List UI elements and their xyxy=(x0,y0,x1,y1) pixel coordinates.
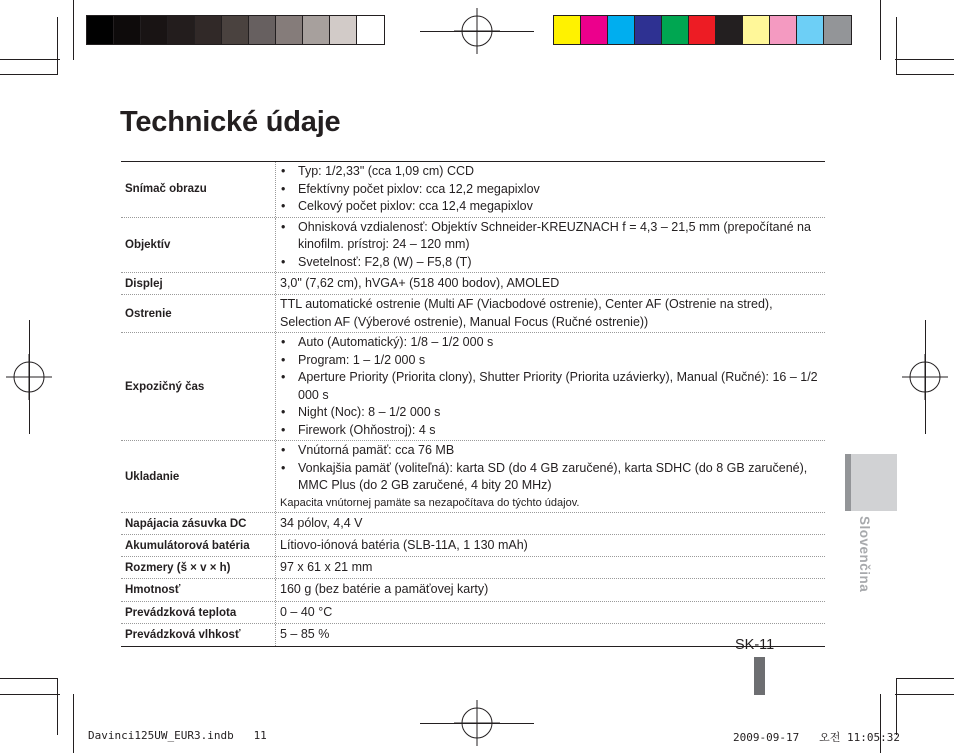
spec-bullet-text: Ohnisková vzdialenosť: Objektív Schneider-KREUZNACH f = 4,3 – 21,5 mm (prepočítané na kinofilm. prístroj: 24 – 120 mm) xyxy=(298,219,811,251)
crop-mark xyxy=(0,74,57,75)
color-swatch xyxy=(581,16,608,44)
color-swatch xyxy=(635,16,662,44)
color-swatch xyxy=(114,16,141,44)
crop-mark xyxy=(57,678,58,735)
spec-row xyxy=(121,557,825,579)
spec-label: Rozmery (š × v × h) xyxy=(121,557,276,578)
spec-bullet-text: Firework (Ohňostroj): 4 s xyxy=(298,422,436,437)
crop-mark xyxy=(925,320,926,434)
spec-label: Ostrenie xyxy=(121,295,276,332)
spec-row xyxy=(121,333,825,441)
footer-file-info: Davinci125UW_EUR3.indb 11 xyxy=(88,729,267,742)
spec-value xyxy=(276,218,825,273)
spec-value xyxy=(276,295,825,332)
color-swatch xyxy=(330,16,357,44)
spec-value xyxy=(276,579,825,601)
color-swatch xyxy=(87,16,114,44)
spec-value xyxy=(276,333,825,440)
crop-mark xyxy=(420,31,534,32)
spec-bullet-text: Vonkajšia pamäť (voliteľná): karta SD (do 4 GB zaručené), karta SDHC (do 8 GB zaručené), MMC Plus (do 2 GB zaručené, 4 bity 20 MHz) xyxy=(298,460,808,493)
crop-mark xyxy=(895,59,954,60)
spec-row xyxy=(121,513,825,535)
spec-row xyxy=(121,218,825,274)
footer-timestamp: 2009-09-17 오전 11:05:32 xyxy=(733,731,900,744)
spec-row xyxy=(121,273,825,295)
bullet-icon: • xyxy=(281,422,286,437)
spec-bullet-text: Auto (Automatický): 1/8 – 1/2 000 s xyxy=(298,335,494,349)
spec-bullet xyxy=(280,163,825,181)
page-number: SK-11 xyxy=(735,637,775,653)
language-tab-edge xyxy=(845,454,851,511)
bullet-icon: • xyxy=(281,181,286,196)
crop-mark xyxy=(73,0,74,60)
spec-bullet-text: Aperture Priority (Priorita clony), Shutter Priority (Priorita uzávierky), Manual (Ručné): 16 – 1/2 000 s xyxy=(298,370,818,402)
language-tab xyxy=(845,454,897,511)
spec-row xyxy=(121,624,825,646)
spec-label: Snímač obrazu xyxy=(121,162,276,217)
spec-bullet-text: Night (Noc): 8 – 1/2 000 s xyxy=(298,405,441,419)
color-swatch xyxy=(249,16,276,44)
spec-value xyxy=(276,513,825,534)
spec-value xyxy=(276,441,825,512)
color-swatch xyxy=(195,16,222,44)
color-swatch xyxy=(743,16,770,44)
spec-text: TTL automatické ostrenie (Multi AF (Viacbodové ostrenie), Center AF (Ostrenie na stred), Selection AF (Výberové ostrenie), Manual Focus (Ručné ostrenie)) xyxy=(280,297,773,329)
color-swatch xyxy=(608,16,635,44)
crop-mark xyxy=(0,59,60,60)
spec-bullet-text: Typ: 1/2,33" (cca 1,09 cm) CCD xyxy=(298,164,475,178)
color-swatch xyxy=(689,16,716,44)
spec-label: Displej xyxy=(121,273,276,294)
bullet-icon: • xyxy=(281,199,286,213)
spec-bullet xyxy=(280,369,825,404)
color-swatch xyxy=(222,16,249,44)
crop-mark xyxy=(897,74,954,75)
spec-value xyxy=(276,535,825,556)
crop-mark xyxy=(880,0,881,60)
page-title: Technické údaje xyxy=(120,106,341,138)
spec-row xyxy=(121,579,825,602)
color-swatch xyxy=(276,16,303,44)
spec-bullet-text: Vnútorná pamäť: cca 76 MB xyxy=(298,443,455,458)
spec-row xyxy=(121,295,825,333)
spec-note: Kapacita vnútornej pamäte sa nezapočítava do týchto údajov. xyxy=(280,496,580,509)
bullet-icon: • xyxy=(281,164,286,178)
spec-bullet-text: Svetelnosť: F2,8 (W) – F5,8 (T) xyxy=(298,254,472,269)
spec-bullet xyxy=(280,404,825,422)
color-swatch xyxy=(168,16,195,44)
spec-text: Lítiovo-iónová batéria (SLB-11A, 1 130 mAh) xyxy=(280,537,528,552)
spec-label: Expozičný čas xyxy=(121,333,276,440)
spec-text: 34 pólov, 4,4 V xyxy=(280,515,363,530)
spec-text: 5 – 85 % xyxy=(280,627,330,642)
crop-mark xyxy=(0,694,60,695)
spec-bullet-text: Efektívny počet pixlov: cca 12,2 megapixlov xyxy=(298,181,540,196)
crop-mark xyxy=(57,17,58,75)
spec-bullet xyxy=(280,352,825,370)
spec-bullet-text: Celkový počet pixlov: cca 12,4 megapixlov xyxy=(298,199,533,213)
spec-label: Ukladanie xyxy=(121,441,276,512)
language-tab-label: Slovenčina xyxy=(857,516,872,593)
color-swatch xyxy=(303,16,330,44)
spec-label: Objektív xyxy=(121,218,276,273)
spec-value xyxy=(276,602,825,623)
crop-mark xyxy=(897,678,954,679)
crop-mark xyxy=(896,678,897,735)
color-swatch xyxy=(716,16,743,44)
crop-mark xyxy=(0,678,57,679)
color-swatch xyxy=(357,16,384,44)
crop-mark xyxy=(896,17,897,75)
crop-mark xyxy=(895,694,954,695)
spec-bullet xyxy=(280,460,825,495)
spec-text: 97 x 61 x 21 mm xyxy=(280,559,373,574)
bullet-icon: • xyxy=(281,443,286,458)
spec-label: Prevádzková vlhkosť xyxy=(121,624,276,646)
bullet-icon: • xyxy=(281,335,286,349)
spec-bullet xyxy=(280,422,825,440)
spec-text: 160 g (bez batérie a pamäťovej karty) xyxy=(280,582,489,597)
bullet-icon: • xyxy=(281,460,286,475)
spec-bullet xyxy=(280,198,825,216)
spec-bullet xyxy=(280,219,825,254)
page-edge-marker xyxy=(754,657,765,695)
spec-bullet xyxy=(280,442,825,460)
spec-value xyxy=(276,557,825,578)
spec-label: Prevádzková teplota xyxy=(121,602,276,623)
spec-text: 3,0" (7,62 cm), hVGA+ (518 400 bodov), AMOLED xyxy=(280,275,560,290)
bullet-icon: • xyxy=(281,219,286,234)
spec-bullet xyxy=(280,334,825,352)
spec-row xyxy=(121,441,825,513)
crop-mark xyxy=(73,694,74,753)
gray-ramp-bar xyxy=(86,15,385,45)
spec-row xyxy=(121,162,825,218)
bullet-icon: • xyxy=(281,352,286,367)
spec-row xyxy=(121,602,825,624)
spec-label: Hmotnosť xyxy=(121,579,276,601)
color-swatch xyxy=(554,16,581,44)
process-color-bar xyxy=(553,15,852,45)
color-swatch xyxy=(141,16,168,44)
color-swatch xyxy=(770,16,797,44)
crop-mark xyxy=(420,723,534,724)
spec-bullet xyxy=(280,254,825,272)
spec-text: 0 – 40 °C xyxy=(280,604,333,619)
spec-value xyxy=(276,162,825,217)
bullet-icon: • xyxy=(281,405,286,419)
spec-value xyxy=(276,273,825,294)
color-swatch xyxy=(797,16,824,44)
bullet-icon: • xyxy=(281,370,286,384)
color-swatch xyxy=(824,16,851,44)
spec-table xyxy=(121,161,825,647)
color-swatch xyxy=(662,16,689,44)
spec-row xyxy=(121,535,825,557)
bullet-icon: • xyxy=(281,254,286,269)
spec-bullet-text: Program: 1 – 1/2 000 s xyxy=(298,352,426,367)
crop-mark xyxy=(29,320,30,434)
spec-label: Akumulátorová batéria xyxy=(121,535,276,556)
spec-bullet xyxy=(280,181,825,199)
spec-label: Napájacia zásuvka DC xyxy=(121,513,276,534)
